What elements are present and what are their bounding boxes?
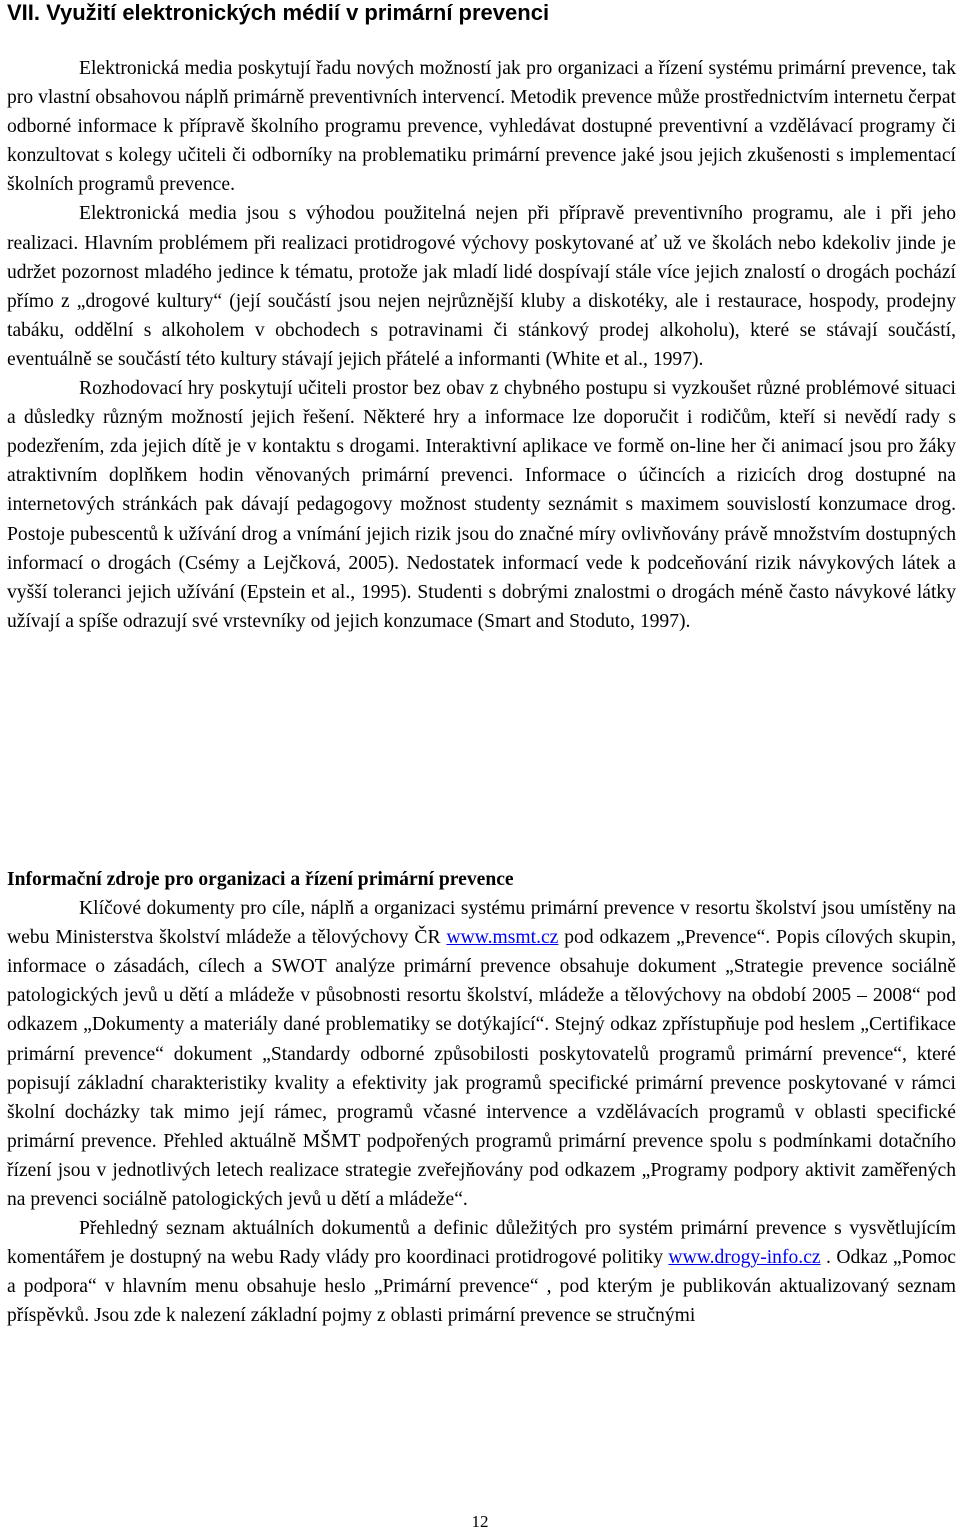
msmt-link[interactable]: www.msmt.cz: [446, 927, 559, 949]
drogy-info-link[interactable]: www.drogy-info.cz: [668, 1247, 821, 1269]
section-information-sources: [7, 865, 956, 1331]
key-documents-text-before-link: Klíčové dokumenty pro cíle, náplň a organizaci systému primární prevence v resortu školství jsou umístěny na webu Ministerstva školství mládeže a tělovýchovy ČR: [7, 898, 956, 949]
overview-text-after-link: . Odkaz „Pomoc a podpora“ v hlavním menu obsahuje heslo „Primární prevence“ , pod kterým je publikován aktualizovaný seznam příspěvků. Jsou zde k nalezení základní pojmy z oblasti primární prevence se stručnými: [7, 1247, 957, 1327]
page-number: 12: [471, 1512, 489, 1531]
overview-text-before-link: Přehledný seznam aktuálních dokumentů a definic důležitých pro systém primární prevence s vysvětlujícím komentářem je dostupný na webu Rady vlády pro koordinaci protidrogové politiky: [7, 1218, 956, 1269]
key-documents-text-after-link: pod odkazem „Prevence“. Popis cílových skupin, informace o zásadách, cílech a SWOT analýze primární prevence obsahuje dokument „Strategie prevence sociálně patologických jevů u dětí a mládeže v působnosti resortu školství, mládeže a tělovýchovy na období 2005 – 2008“ pod odkazem „Dokumenty a materiály dané problematiky se dotýkající“. Stejný odkaz zpřístupňuje pod heslem „Certifikace primární prevence“ dokument „Standardy odborné způsobilosti poskytovatelů programů primární prevence“, které popisují základní charakteristiky kvality a efektivity jak programů specifické primární prevence poskytované v rámci školní docházky tak mimo její rámec, programů včasné intervence a vzdělávacích programů v oblasti specifické primární prevence. Přehled aktuálně MŠMT podpořených programů primární prevence spolu s podmínkami dotačního řízení jsou v jednotlivých letech realizace strategie zveřejňovány pod odkazem „Programy podpory aktivit zaměřených na prevenci sociálně patologických jevů u dětí a mládeže“.: [7, 927, 957, 1211]
paragraph-document-overview: [7, 1214, 956, 1330]
paragraph-electronic-media-use: Elektronická media jsou s výhodou použitelná nejen při přípravě preventivního programu, ale i při jeho realizaci. Hlavním problémem při realizaci protidrogové výchovy poskytované ať už ve školách nebo kdekoliv jinde je udržet pozornost mladého jedince k tématu, protože jak mladí lidé dospívají stále více jejich znalostí o drogách pochází přímo z „drogové kultury“ (její součástí jsou nejen nejrůznější kluby a diskotéky, ale i restaurace, hospody, prodejny tabáku, oddělní s alkoholem v obchodech s potravinami či stánkový prodej alkoholu), které se stávají součástí, eventuálně se součástí této kultury stávají jejich přátelé a informanti (White et al., 1997).: [7, 203, 956, 370]
paragraph-decision-games: Rozhodovací hry poskytují učiteli prostor bez obav z chybného postupu si vyzkoušet různé problémové situaci a důsledky různým možností jejich řešení. Některé hry a informace lze doporučit i rodičům, kteří si nevědí rady s podezřením, zda jejich dítě je v kontaktu s drogami. Interaktivní aplikace ve formě on-line her či animací jsou pro žáky atraktivním doplňkem hodin věnovaných primární prevenci. Informace o účincích a rizicích drog dostupné na internetových stránkách pak dávají pedagogovy možnost studenty seznámit s maximem souvislostí konzumace drog. Postoje pubescentů k užívání drog a vnímání jejich rizik jsou do značné míry ovlivňovány právě množstvím dostupných informací o drogách (Csémy a Lejčková, 2005). Nedostatek informací vede k podceňování rizik návykových látek a vyšší toleranci jejich užívání (Epstein et al., 1995). Studenti s dobrými znalostmi o drogách méně často návykové látky užívají a spíše odrazují své vrstevníky od jejich konzumace (Smart and Stoduto, 1997).: [7, 378, 956, 632]
section-title: Informační zdroje pro organizaci a řízení primární prevence: [7, 869, 514, 890]
paragraph-electronic-media-intro: Elektronická media poskytují řadu nových možností jak pro organizaci a řízení systému primární prevence, tak pro vlastní obsahovou náplň primárně preventivních intervencí. Metodik prevence může prostřednictvím internetu čerpat odborné informace k přípravě školního programu prevence, vyhledávat dostupné preventivní a vzdělávací programy či konzultovat s kolegy učiteli či odborníky na problematiku primární prevence jaké jsou jejich zkušenosti s implementací školních programů prevence.: [7, 58, 956, 196]
chapter-title: VII. Využití elektronických médií v primární prevenci: [7, 0, 550, 25]
paragraph-key-documents: [7, 894, 956, 1214]
chapter-body: [7, 54, 956, 636]
